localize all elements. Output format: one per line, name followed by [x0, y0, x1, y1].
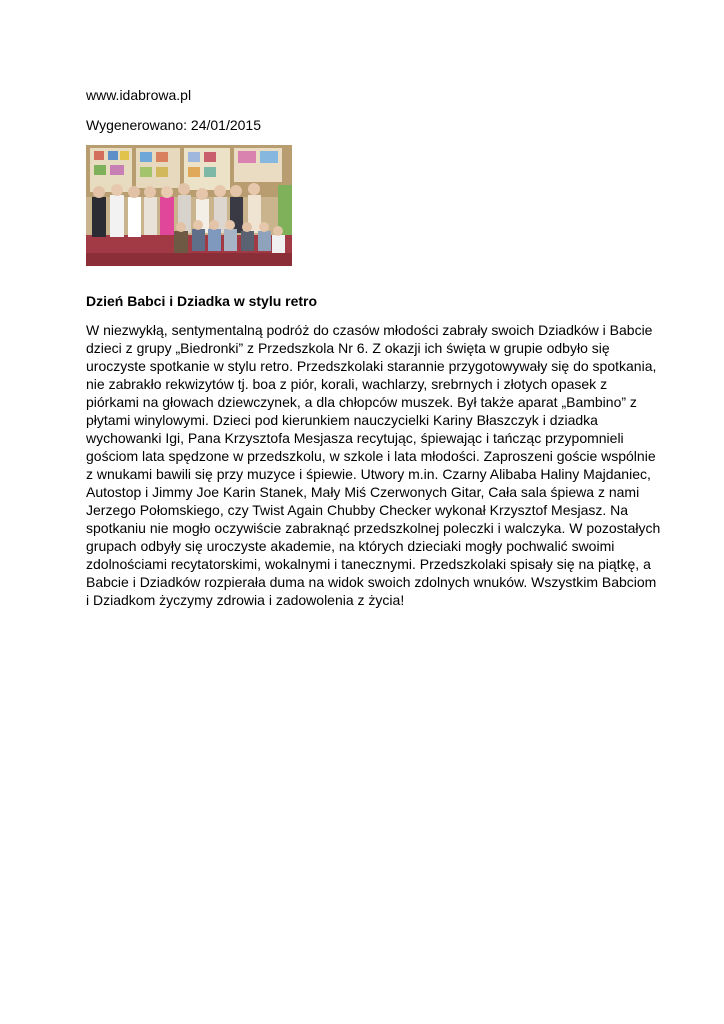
article-line: gościom lata spędzone w przedszkolu, w szkole i lata młodości. Zaproszeni goście wspólnie	[86, 448, 656, 464]
article-body	[86, 321, 661, 609]
article-line: piórkami na głowach dziewczynek, a dla chłopców muszek. Był także aparat „Bambino” z	[86, 394, 637, 410]
article-line: z wnukami bawili się przy muzyce i śpiewie. Utwory m.in. Czarny Alibaba Haliny Majdaniec,	[86, 466, 651, 482]
generated-date: Wygenerowano: 24/01/2015	[86, 117, 261, 133]
article-photo	[86, 145, 292, 266]
article-line: zdolnościami recytatorskimi, wokalnymi i tanecznymi. Przedszkolaki spisały się na piątkę, a	[86, 556, 651, 572]
article-line: i Dziadkom życzymy zdrowia i zadowolenia z życia!	[86, 592, 405, 608]
article-line: Babcie i Dziadków rozpierała duma na widok swoich zdolnych wnuków. Wszystkim Babciom	[86, 574, 657, 590]
article-line: dzieci z grupy „Biedronki” z Przedszkola Nr 6. Z okazji ich święta w grupie odbyło się	[86, 340, 610, 356]
article-line: uroczyste spotkanie w stylu retro. Przedszkolaki starannie przygotowywały się do spotkania,	[86, 358, 657, 374]
article-line: spotkaniu nie mogło oczywiście zabraknąć przedszkolnej poleczki i walczyka. W pozostałych	[86, 520, 661, 536]
article-line: W niezwykłą, sentymentalną podróż do czasów młodości zabrały swoich Dziadków i Babcie	[86, 322, 653, 338]
article-line: wychowanki Igi, Pana Krzysztofa Mesjasza recytując, śpiewając i tańcząc przypomnieli	[86, 430, 624, 446]
article-line: Autostop i Jimmy Joe Karin Stanek, Mały Miś Czerwonych Gitar, Cała sala śpiewa z nami	[86, 484, 640, 500]
article-line: nie zabrakło rekwizytów tj. boa z piór, korali, wachlarzy, srebrnych i złotych opasek z	[86, 376, 608, 392]
article-title: Dzień Babci i Dziadka w stylu retro	[86, 293, 318, 309]
article-line: płytami winylowymi. Dzieci pod kierunkiem nauczycielki Kariny Błaszczyk i dziadka	[86, 412, 598, 428]
article-line: grupach odbyły się uroczyste akademie, na których dzieciaki mogły pochwalić swoimi	[86, 538, 615, 554]
site-url[interactable]: www.idabrowa.pl	[86, 87, 192, 103]
article-line: Jerzego Połomskiego, czy Twist Again Chubby Checker wykonał Krzysztof Mesjasz. Na	[86, 502, 629, 518]
